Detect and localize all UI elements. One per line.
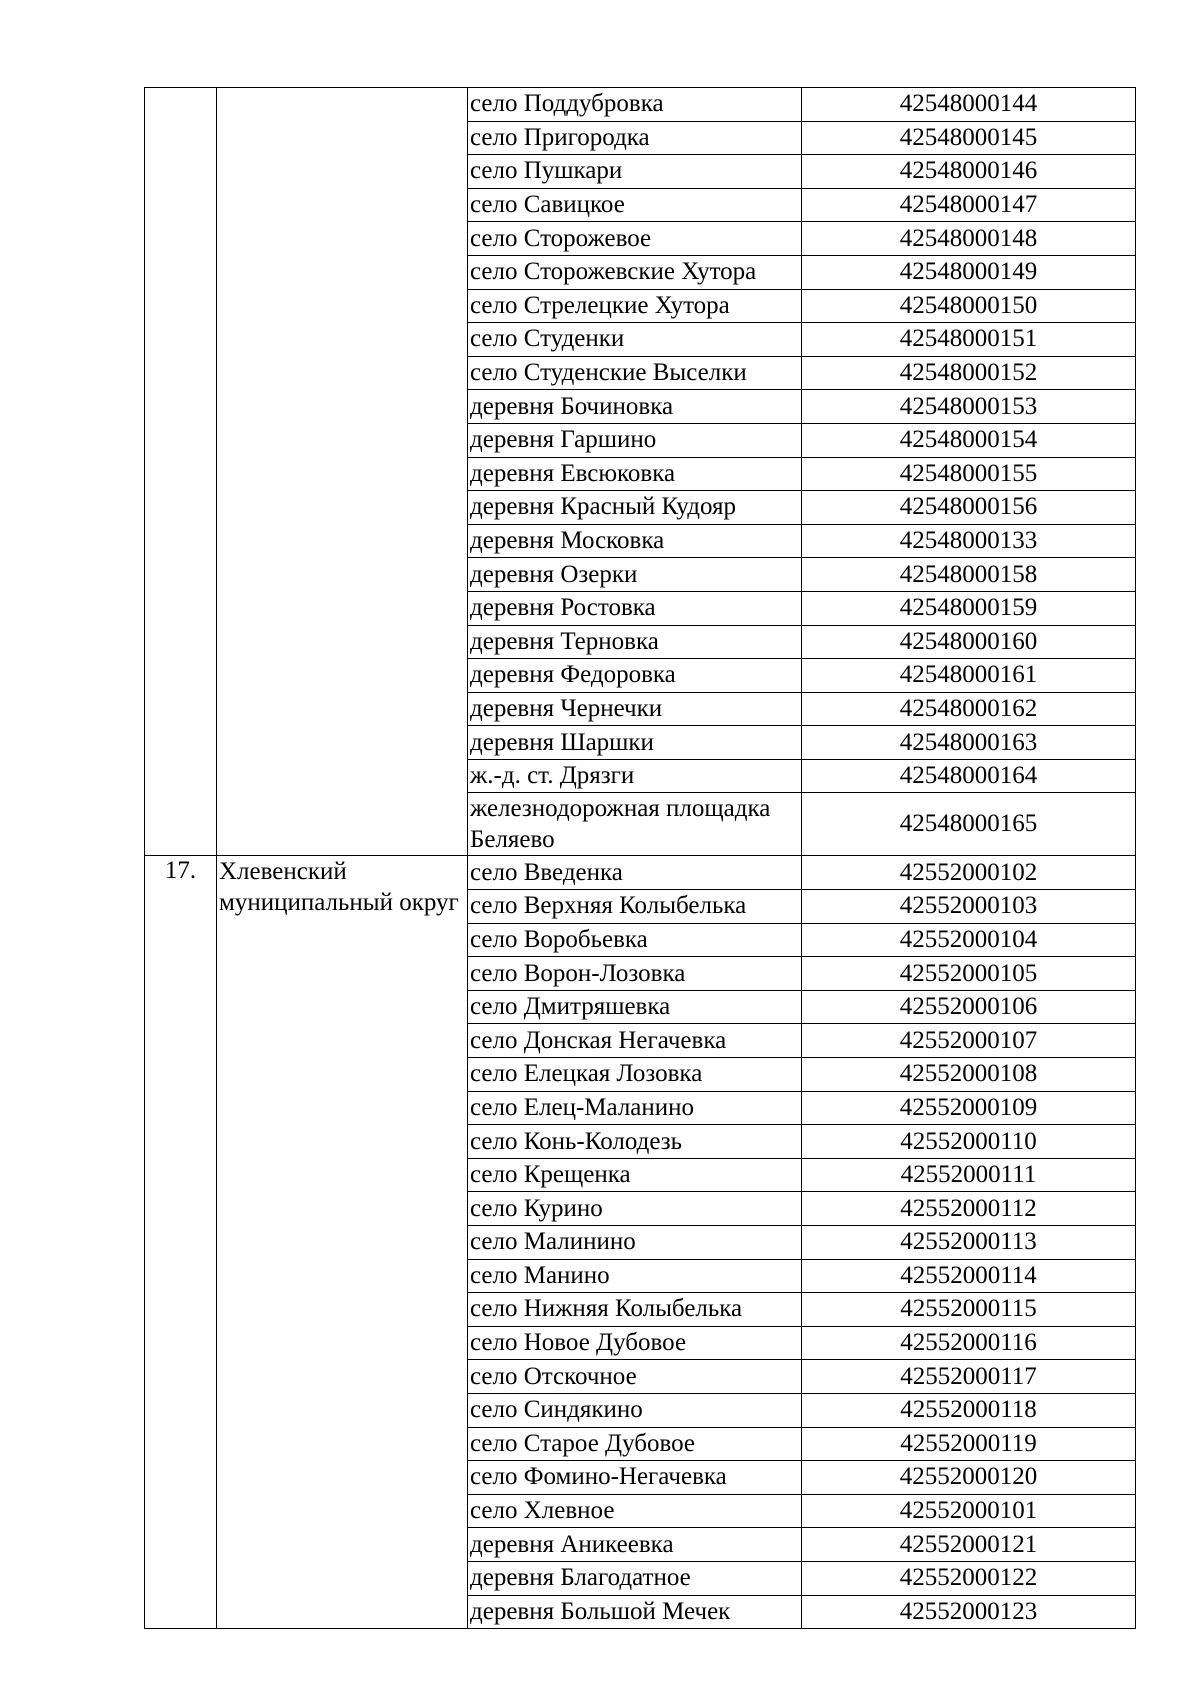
settlement-name: село Новое Дубовое — [468, 1326, 802, 1360]
district-number — [145, 88, 217, 856]
settlement-name: село Студенки — [468, 323, 802, 357]
oktmo-code: 42548000148 — [802, 222, 1136, 256]
settlement-name: село Елецкая Лозовка — [468, 1058, 802, 1092]
district-number: 17. — [145, 856, 217, 1629]
oktmo-code: 42552000119 — [802, 1427, 1136, 1461]
oktmo-code: 42552000106 — [802, 990, 1136, 1024]
oktmo-code: 42552000104 — [802, 923, 1136, 957]
oktmo-code: 42548000159 — [802, 591, 1136, 625]
settlement-name: деревня Большой Мечек — [468, 1595, 802, 1629]
oktmo-code: 42552000114 — [802, 1259, 1136, 1293]
district-name: Хлевенский муниципальный округ — [217, 856, 468, 1629]
settlement-name: село Савицкое — [468, 188, 802, 222]
settlement-name: село Фомино-Негачевка — [468, 1461, 802, 1495]
settlement-name: село Дмитряшевка — [468, 990, 802, 1024]
oktmo-code: 42548000164 — [802, 759, 1136, 793]
oktmo-code: 42552000101 — [802, 1494, 1136, 1528]
oktmo-code: 42552000117 — [802, 1360, 1136, 1394]
oktmo-code: 42548000158 — [802, 558, 1136, 592]
oktmo-code: 42548000144 — [802, 88, 1136, 122]
settlement-name: село Пушкари — [468, 155, 802, 189]
oktmo-code: 42552000108 — [802, 1058, 1136, 1092]
settlement-name: ж.-д. ст. Дрязги — [468, 759, 802, 793]
settlement-name: село Хлевное — [468, 1494, 802, 1528]
oktmo-code: 42548000161 — [802, 659, 1136, 693]
oktmo-code: 42552000118 — [802, 1393, 1136, 1427]
district-name — [217, 88, 468, 856]
oktmo-code: 42552000116 — [802, 1326, 1136, 1360]
oktmo-code: 42548000145 — [802, 121, 1136, 155]
oktmo-code: 42548000146 — [802, 155, 1136, 189]
settlement-name: село Студенские Выселки — [468, 356, 802, 390]
settlement-name: деревня Благодатное — [468, 1561, 802, 1595]
oktmo-code: 42552000110 — [802, 1125, 1136, 1159]
oktmo-code: 42548000165 — [802, 793, 1136, 856]
oktmo-code: 42548000154 — [802, 423, 1136, 457]
settlement-name: село Сторожевские Хутора — [468, 255, 802, 289]
oktmo-code: 42552000123 — [802, 1595, 1136, 1629]
oktmo-code: 42548000162 — [802, 692, 1136, 726]
settlement-name: село Крещенка — [468, 1158, 802, 1192]
settlement-name: железнодорожная площадка Беляево — [468, 793, 802, 856]
oktmo-code: 42552000105 — [802, 957, 1136, 991]
oktmo-code: 42548000163 — [802, 726, 1136, 760]
settlement-name: село Воробьевка — [468, 923, 802, 957]
oktmo-code: 42552000109 — [802, 1091, 1136, 1125]
oktmo-code: 42552000107 — [802, 1024, 1136, 1058]
settlement-name: село Отскочное — [468, 1360, 802, 1394]
table-row — [145, 88, 1136, 122]
table-body — [145, 88, 1136, 1629]
settlement-name: село Синдякино — [468, 1393, 802, 1427]
settlement-table — [144, 87, 1136, 1629]
settlement-name: деревня Евсюковка — [468, 457, 802, 491]
oktmo-code: 42552000111 — [802, 1158, 1136, 1192]
settlement-name: село Манино — [468, 1259, 802, 1293]
table-row — [145, 856, 1136, 890]
oktmo-code: 42552000112 — [802, 1192, 1136, 1226]
settlement-name: село Елец-Маланино — [468, 1091, 802, 1125]
settlement-name: деревня Чернечки — [468, 692, 802, 726]
settlement-name: село Нижняя Колыбелька — [468, 1293, 802, 1327]
settlement-name: село Донская Негачевка — [468, 1024, 802, 1058]
oktmo-code: 42552000103 — [802, 890, 1136, 924]
oktmo-code: 42552000121 — [802, 1528, 1136, 1562]
oktmo-code: 42552000122 — [802, 1561, 1136, 1595]
settlement-name: село Малинино — [468, 1226, 802, 1260]
settlement-name: село Стрелецкие Хутора — [468, 289, 802, 323]
oktmo-code: 42548000152 — [802, 356, 1136, 390]
oktmo-code: 42552000102 — [802, 856, 1136, 890]
settlement-name: деревня Федоровка — [468, 659, 802, 693]
settlement-name: село Введенка — [468, 856, 802, 890]
settlement-name: село Поддубровка — [468, 88, 802, 122]
oktmo-code: 42552000113 — [802, 1226, 1136, 1260]
settlement-name: деревня Озерки — [468, 558, 802, 592]
settlement-name: деревня Аникеевка — [468, 1528, 802, 1562]
oktmo-code: 42548000156 — [802, 491, 1136, 525]
settlement-name: село Верхняя Колыбелька — [468, 890, 802, 924]
settlement-name: деревня Московка — [468, 524, 802, 558]
settlement-name: деревня Ростовка — [468, 591, 802, 625]
oktmo-code: 42548000133 — [802, 524, 1136, 558]
oktmo-code: 42552000120 — [802, 1461, 1136, 1495]
oktmo-code: 42548000155 — [802, 457, 1136, 491]
oktmo-code: 42548000153 — [802, 390, 1136, 424]
settlement-name: село Конь-Колодезь — [468, 1125, 802, 1159]
settlement-name: деревня Бочиновка — [468, 390, 802, 424]
oktmo-code: 42552000115 — [802, 1293, 1136, 1327]
settlement-name: деревня Шаршки — [468, 726, 802, 760]
settlement-name: деревня Гаршино — [468, 423, 802, 457]
settlement-name: село Сторожевое — [468, 222, 802, 256]
oktmo-code: 42548000147 — [802, 188, 1136, 222]
settlement-name: село Старое Дубовое — [468, 1427, 802, 1461]
settlement-name: село Курино — [468, 1192, 802, 1226]
oktmo-code: 42548000149 — [802, 255, 1136, 289]
settlement-name: деревня Красный Кудояр — [468, 491, 802, 525]
settlement-name: село Ворон-Лозовка — [468, 957, 802, 991]
settlement-name: село Пригородка — [468, 121, 802, 155]
oktmo-code: 42548000160 — [802, 625, 1136, 659]
oktmo-code: 42548000151 — [802, 323, 1136, 357]
oktmo-code: 42548000150 — [802, 289, 1136, 323]
settlement-name: деревня Терновка — [468, 625, 802, 659]
